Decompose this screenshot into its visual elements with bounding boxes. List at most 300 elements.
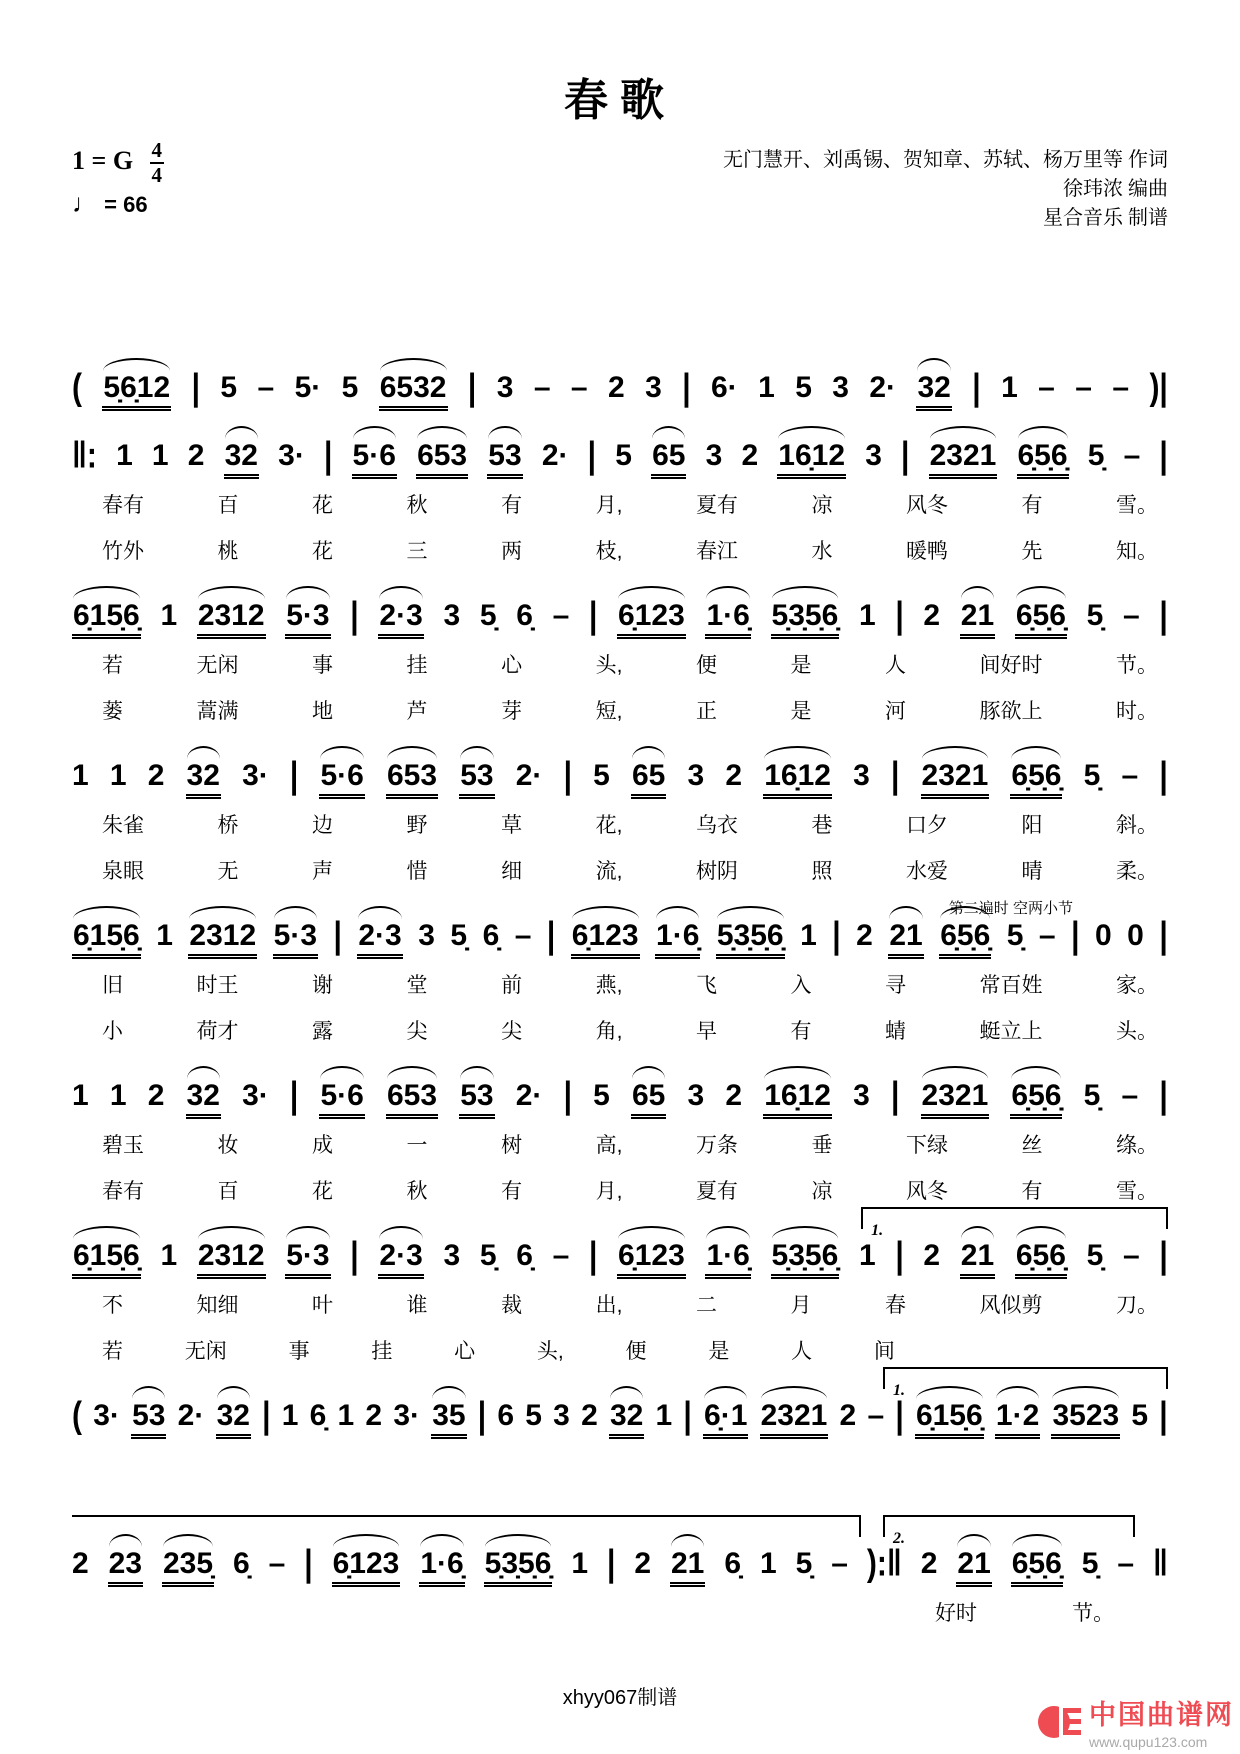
note: 1 xyxy=(160,1239,178,1272)
lyric-syllable: 寻 xyxy=(884,974,906,997)
note-group: 35 xyxy=(431,1399,466,1439)
note-group: 6̣123 xyxy=(617,599,686,639)
lyric-syllable: 头, xyxy=(595,654,623,677)
note-group: 5̣3̣5̣6̣ xyxy=(716,919,785,959)
sustain-dash: – xyxy=(1123,439,1141,472)
note: 3 xyxy=(443,599,461,632)
note-group: 21 xyxy=(956,1547,991,1587)
lyrics-row xyxy=(72,489,1168,521)
lyric-syllable: 蒿满 xyxy=(196,700,239,723)
lyric-syllable: 风冬 xyxy=(905,1180,948,1203)
barline: | xyxy=(350,1234,359,1276)
system xyxy=(72,1059,1168,1207)
lyric-syllable: 桃 xyxy=(217,540,239,563)
note-group: 6̣123 xyxy=(332,1547,401,1587)
note-group: 6532 xyxy=(379,371,448,411)
sustain-dash: – xyxy=(1075,371,1092,404)
lyric-syllable: 是 xyxy=(790,654,812,677)
notes-row xyxy=(72,419,1168,475)
lyrics-row xyxy=(72,1015,1168,1047)
note: 5 xyxy=(593,1079,610,1112)
lyric-syllable: 夏有 xyxy=(695,1180,738,1203)
note-group: 53 xyxy=(487,439,522,479)
note: 5 xyxy=(1131,1399,1149,1432)
note: 2 xyxy=(634,1547,652,1580)
barline: | xyxy=(683,1394,692,1436)
lyric-syllable: 丝 xyxy=(1021,1134,1043,1157)
lyric-syllable: 间好时 xyxy=(979,654,1043,677)
system xyxy=(72,1219,1168,1367)
barline: | xyxy=(1159,594,1168,636)
lyric-syllable: 时。 xyxy=(1116,700,1158,723)
note: 2· xyxy=(869,371,897,404)
lyric-syllable: 妆 xyxy=(217,1134,239,1157)
note: 5̣ xyxy=(1006,919,1024,952)
lyric-syllable: 树阴 xyxy=(695,860,738,883)
barline: | xyxy=(895,1394,904,1436)
lyric-syllable: 水爱 xyxy=(905,860,948,883)
note-group: 6̣5̣6̣ xyxy=(1015,1239,1067,1279)
note-group: 53 xyxy=(131,1399,166,1439)
notes-row xyxy=(72,1219,1168,1275)
note: 2 xyxy=(920,1547,938,1580)
lyric-syllable: 照 xyxy=(811,860,833,883)
barline: | xyxy=(895,594,904,636)
lyric-syllable: 节。 xyxy=(1116,654,1158,677)
lyric-syllable: 知。 xyxy=(1116,540,1158,563)
lyric-syllable: 乌衣 xyxy=(695,814,738,837)
note: 2 xyxy=(725,759,743,792)
lyric-syllable: 入 xyxy=(790,974,812,997)
lyric-syllable: 万条 xyxy=(695,1134,738,1157)
system xyxy=(72,899,1168,1047)
barline: | xyxy=(606,1542,616,1584)
note: 5 xyxy=(795,371,812,404)
note: 1 xyxy=(800,919,817,952)
lyric-syllable: 细 xyxy=(501,860,523,883)
barline: | xyxy=(350,594,359,636)
lyric-syllable: 有 xyxy=(501,494,523,517)
note-group: 21 xyxy=(670,1547,705,1587)
note: 2 xyxy=(741,439,759,472)
note-group: 32 xyxy=(224,439,259,479)
barline: | xyxy=(289,754,299,796)
note: 2 xyxy=(839,1399,857,1432)
barline: | xyxy=(890,1074,900,1116)
note-group: 21 xyxy=(888,919,923,959)
note: 5 xyxy=(525,1399,542,1432)
lyric-syllable: 是 xyxy=(708,1340,730,1363)
note: 1 xyxy=(281,1399,299,1432)
note: 5̣ xyxy=(1086,599,1104,632)
lyric-syllable: 花 xyxy=(312,1180,334,1203)
lyric-syllable: 花, xyxy=(595,814,623,837)
notes-row xyxy=(72,1379,1168,1435)
sustain-dash: – xyxy=(514,919,532,952)
lyric-syllable: 边 xyxy=(312,814,334,837)
note: 6̣ xyxy=(516,1239,533,1272)
note: 1 xyxy=(109,759,127,792)
lyric-syllable: 有 xyxy=(790,1020,812,1043)
note-group: 235̣ xyxy=(162,1547,214,1587)
barline: | xyxy=(890,754,900,796)
note: 5̣ xyxy=(1081,1547,1099,1580)
lyric-syllable: 飞 xyxy=(695,974,717,997)
lyric-syllable: 短, xyxy=(595,700,623,723)
lyric-syllable: 春 xyxy=(884,1294,906,1317)
barline: | xyxy=(1159,434,1168,476)
system xyxy=(72,1379,1168,1435)
barline: | xyxy=(1159,1394,1168,1436)
notes-row xyxy=(72,579,1168,635)
barline: | xyxy=(832,914,841,956)
barline: | xyxy=(467,366,477,408)
note: 6̣ xyxy=(482,919,500,952)
note-group: 2312 xyxy=(197,1239,266,1279)
time-signature-bottom: 4 xyxy=(151,163,163,187)
system xyxy=(72,739,1168,887)
barline: | xyxy=(333,914,342,956)
barline: | xyxy=(262,1394,271,1436)
note: 6̣ xyxy=(309,1399,327,1432)
note: 2· xyxy=(515,759,543,792)
note: 2 xyxy=(581,1399,598,1432)
lyric-syllable: 春有 xyxy=(102,494,144,517)
lyric-syllable: 正 xyxy=(695,700,717,723)
note: 2 xyxy=(72,1547,89,1580)
lyric-syllable: 无闲 xyxy=(184,1340,227,1363)
lyric-syllable: 雪。 xyxy=(1116,494,1158,517)
note: 5· xyxy=(294,371,322,404)
lyric-syllable: 前 xyxy=(501,974,523,997)
lyric-syllable: 旧 xyxy=(102,974,123,997)
note: 6̣ xyxy=(516,599,533,632)
lyric-syllable: 晴 xyxy=(1021,860,1043,883)
note: 1 xyxy=(858,1239,876,1272)
lyrics-row xyxy=(72,809,1168,841)
barline: | xyxy=(972,366,981,408)
barline: | xyxy=(1159,1234,1168,1276)
note: 2 xyxy=(856,919,873,952)
note-group: 65 xyxy=(631,1079,666,1119)
note-group: 6̣5̣6̣ xyxy=(1017,439,1069,479)
note-group: 2·3 xyxy=(378,1239,423,1279)
note: 5 xyxy=(593,759,610,792)
note-group: 5·6 xyxy=(319,1079,364,1119)
note: 3 xyxy=(853,1079,870,1112)
lyric-syllable: 地 xyxy=(312,700,334,723)
lyric-syllable: 暖鸭 xyxy=(905,540,948,563)
volta-bracket xyxy=(883,1515,1135,1547)
lyrics-row xyxy=(72,1335,905,1367)
note: 1 xyxy=(151,439,169,472)
system xyxy=(72,351,1168,407)
lyric-syllable: 碧玉 xyxy=(102,1134,144,1157)
lyrics-row xyxy=(72,1129,1168,1161)
note-group: 6̣15̣6̣ xyxy=(72,599,141,639)
lyric-syllable: 头。 xyxy=(1116,1020,1158,1043)
lyric-syllable: 蜓立上 xyxy=(979,1020,1043,1043)
note: 0 xyxy=(1094,919,1112,952)
lyric-syllable: 无 xyxy=(217,860,239,883)
note-group: 6̣123 xyxy=(617,1239,686,1279)
note: 5̣ xyxy=(1083,759,1101,792)
note-group: 2321 xyxy=(929,439,998,479)
note: 1 xyxy=(337,1399,355,1432)
note-group: 6̣123 xyxy=(571,919,640,959)
lyric-syllable: 人 xyxy=(791,1340,813,1363)
note: 3 xyxy=(705,439,723,472)
note-group: 53 xyxy=(459,759,494,799)
lyrics-row xyxy=(72,969,1168,1001)
note-group: 6̣5̣6̣ xyxy=(1015,599,1067,639)
barline: | xyxy=(1159,1074,1168,1116)
site-url: www.qupu123.com xyxy=(1089,1733,1208,1750)
note: 3· xyxy=(278,439,305,472)
lyric-syllable: 谢 xyxy=(312,974,334,997)
lyric-syllable: 时王 xyxy=(196,974,239,997)
note: 3 xyxy=(496,371,514,404)
lyric-syllable: 蜻 xyxy=(884,1020,906,1043)
barline: ‖ xyxy=(1153,1542,1168,1584)
note-group: 1·2 xyxy=(995,1399,1040,1439)
sustain-dash: – xyxy=(1112,371,1130,404)
note-group: 6̣15̣6̣ xyxy=(72,919,141,959)
barline: | xyxy=(588,594,598,636)
lyric-syllable: 荷才 xyxy=(196,1020,239,1043)
lyric-syllable: 刀。 xyxy=(1116,1294,1158,1317)
lyric-syllable: 百 xyxy=(217,1180,239,1203)
lyric-syllable: 谁 xyxy=(406,1294,428,1317)
volta-bracket xyxy=(72,1515,861,1537)
note-group: 21 xyxy=(960,1239,995,1279)
lyrics-row xyxy=(72,535,1168,567)
lyric-syllable: 一 xyxy=(406,1134,428,1157)
repeat-annotation-label: 第二遍时 空两小节 xyxy=(948,900,1073,917)
lyric-syllable: 裁 xyxy=(501,1294,523,1317)
lyricist-credit: 无门慧开、刘禹锡、贺知章、苏轼、杨万里等 作词 xyxy=(723,149,1168,171)
lyric-syllable: 流, xyxy=(595,860,623,883)
note: 3· xyxy=(393,1399,420,1432)
lyric-syllable: 人 xyxy=(884,654,906,677)
note: 0 xyxy=(1127,919,1144,952)
note: 5̣ xyxy=(1083,1079,1101,1112)
note-group: 2321 xyxy=(921,1079,990,1119)
note: 2 xyxy=(187,439,205,472)
note-group: 5̣3̣5̣6̣ xyxy=(484,1547,553,1587)
note-group: 5·6 xyxy=(319,759,364,799)
lyric-syllable: 花 xyxy=(312,494,334,517)
note-group: 2312 xyxy=(197,599,266,639)
lyric-syllable: 月, xyxy=(595,494,623,517)
note-group: 2312 xyxy=(188,919,257,959)
note-group: 5̣3̣5̣6̣ xyxy=(771,599,840,639)
lyric-syllable: 便 xyxy=(695,654,717,677)
barline: ):‖ xyxy=(866,1542,902,1584)
lyric-syllable: 有 xyxy=(501,1180,523,1203)
barline: | xyxy=(323,434,333,476)
lyric-syllable: 无闲 xyxy=(196,654,239,677)
barline: | xyxy=(1159,754,1168,796)
note: 6̣ xyxy=(232,1547,250,1580)
lyric-syllable: 先 xyxy=(1021,540,1043,563)
note-group: 16̣12 xyxy=(763,1079,832,1119)
note-group: 2321 xyxy=(921,759,990,799)
note-group: 1·6̣ xyxy=(419,1547,464,1587)
lyric-syllable: 风冬 xyxy=(905,494,948,517)
site-name-text: 中国曲谱网 xyxy=(1089,1699,1234,1730)
note-group: 21 xyxy=(960,599,995,639)
sustain-dash: – xyxy=(831,1547,848,1580)
note: 3 xyxy=(865,439,882,472)
lyric-syllable: 常百姓 xyxy=(979,974,1043,997)
lyric-syllable: 堂 xyxy=(406,974,428,997)
lyric-syllable: 芽 xyxy=(501,700,523,723)
note: 1 xyxy=(156,919,173,952)
song-title: 春歌 xyxy=(564,76,676,125)
lyric-syllable: 有 xyxy=(1021,1180,1043,1203)
lyric-syllable: 早 xyxy=(695,1020,717,1043)
lyric-syllable: 不 xyxy=(102,1294,123,1317)
note-group: 5̣6̣12 xyxy=(102,371,171,411)
lyric-syllable: 水 xyxy=(811,540,833,563)
tempo-value: = 66 xyxy=(104,192,148,217)
barline: | xyxy=(1071,914,1080,956)
note: 5̣ xyxy=(1086,1239,1104,1272)
lyric-syllable: 知细 xyxy=(196,1294,239,1317)
note-group: 1·6̣ xyxy=(705,599,750,639)
note-group: 16̣12 xyxy=(777,439,846,479)
lyric-syllable: 事 xyxy=(288,1340,310,1363)
barline: )| xyxy=(1149,366,1168,408)
note: 5 xyxy=(341,371,359,404)
note: 1 xyxy=(1001,371,1018,404)
lyric-syllable: 泉眼 xyxy=(102,860,144,883)
sustain-dash: – xyxy=(1038,919,1056,952)
note: 6 xyxy=(497,1399,515,1432)
note-group: 6̣5̣6̣ xyxy=(939,919,991,959)
lyric-syllable: 夏有 xyxy=(695,494,738,517)
lyric-syllable: 便 xyxy=(625,1340,647,1363)
note-group: 6̣15̣6̣ xyxy=(72,1239,141,1279)
note-group: 1·6̣ xyxy=(655,919,700,959)
notes-row xyxy=(72,739,1168,795)
sustain-dash: – xyxy=(552,1239,570,1272)
lyrics-row xyxy=(72,855,1168,887)
sustain-dash: – xyxy=(570,371,588,404)
note-group: 32 xyxy=(216,1399,251,1439)
lyrics-row xyxy=(72,695,1168,727)
lyric-syllable: 头, xyxy=(536,1340,564,1363)
lyric-syllable: 凉 xyxy=(811,1180,833,1203)
note: 2 xyxy=(147,1079,165,1112)
lyric-syllable: 野 xyxy=(406,814,428,837)
barline: | xyxy=(546,914,556,956)
lyric-syllable: 小 xyxy=(102,1020,123,1043)
sustain-dash: – xyxy=(1121,759,1139,792)
site-text xyxy=(1089,1693,1234,1750)
lyric-syllable: 芦 xyxy=(406,700,428,723)
note-group: 3523 xyxy=(1051,1399,1120,1439)
lyric-syllable: 雪。 xyxy=(1116,1180,1158,1203)
note: 3 xyxy=(443,1239,461,1272)
note-group: 32 xyxy=(186,1079,221,1119)
quarter-note-icon: ♩ xyxy=(72,188,98,218)
note: 2 xyxy=(725,1079,743,1112)
lyric-syllable: 叶 xyxy=(312,1294,334,1317)
note: 3· xyxy=(93,1399,120,1432)
barline: | xyxy=(588,1234,598,1276)
note-group: 2321 xyxy=(760,1399,829,1439)
note: 5̣ xyxy=(479,599,497,632)
barline: | xyxy=(304,1542,313,1584)
barline: | xyxy=(289,1074,299,1116)
note: 3 xyxy=(853,759,870,792)
lyric-syllable: 若 xyxy=(102,1340,123,1363)
note: 5̣ xyxy=(479,1239,497,1272)
note-group: 2·3 xyxy=(378,599,423,639)
note: 3 xyxy=(418,919,435,952)
note: 1 xyxy=(655,1399,673,1432)
lyric-syllable: 春有 xyxy=(102,1180,144,1203)
barline: | xyxy=(563,754,572,796)
volta-bracket xyxy=(883,1367,1168,1399)
note: 1 xyxy=(160,599,178,632)
barline: | xyxy=(895,1234,904,1276)
note-group: 6̣5̣6̣ xyxy=(1011,1547,1063,1587)
note-group: 32 xyxy=(916,371,951,411)
lyric-syllable: 斜。 xyxy=(1116,814,1158,837)
tempo-marking xyxy=(72,188,148,219)
lyric-syllable: 挂 xyxy=(406,654,428,677)
lyric-syllable: 好时 xyxy=(934,1602,977,1625)
barline: | xyxy=(563,1074,572,1116)
volta-bracket xyxy=(861,1207,1168,1239)
lyric-syllable: 声 xyxy=(312,860,334,883)
lyric-syllable: 豚欲上 xyxy=(979,700,1043,723)
lyric-syllable: 尖 xyxy=(406,1020,428,1043)
lyric-syllable: 朱雀 xyxy=(102,814,144,837)
lyric-syllable: 燕, xyxy=(595,974,623,997)
lyric-syllable: 是 xyxy=(790,700,812,723)
system xyxy=(72,579,1168,727)
note-group: 653 xyxy=(416,439,468,479)
note: 3 xyxy=(687,759,705,792)
sustain-dash: – xyxy=(268,1547,286,1580)
lyric-syllable: 阳 xyxy=(1021,814,1043,837)
note: 2· xyxy=(515,1079,543,1112)
lyric-syllable: 高, xyxy=(595,1134,623,1157)
key-label: 1 = G xyxy=(72,145,134,175)
site-logo xyxy=(1037,1692,1234,1750)
note-group: 6̣·1 xyxy=(703,1399,748,1439)
lyric-syllable: 垂 xyxy=(811,1134,833,1157)
note-group: 6̣15̣6̣ xyxy=(915,1399,984,1439)
lyric-syllable: 竹外 xyxy=(102,540,144,563)
note: 5 xyxy=(220,371,238,404)
credits-block xyxy=(72,146,1168,233)
note: 2 xyxy=(923,599,941,632)
note: 5̣ xyxy=(450,919,468,952)
lyric-syllable: 家。 xyxy=(1116,974,1158,997)
lyric-syllable: 尖 xyxy=(501,1020,523,1043)
sustain-dash: – xyxy=(867,1399,885,1432)
lyric-syllable: 凉 xyxy=(811,494,833,517)
note: 1 xyxy=(571,1547,589,1580)
sustain-dash: – xyxy=(1121,1079,1139,1112)
note: 2 xyxy=(147,759,165,792)
barline: | xyxy=(1159,914,1168,956)
